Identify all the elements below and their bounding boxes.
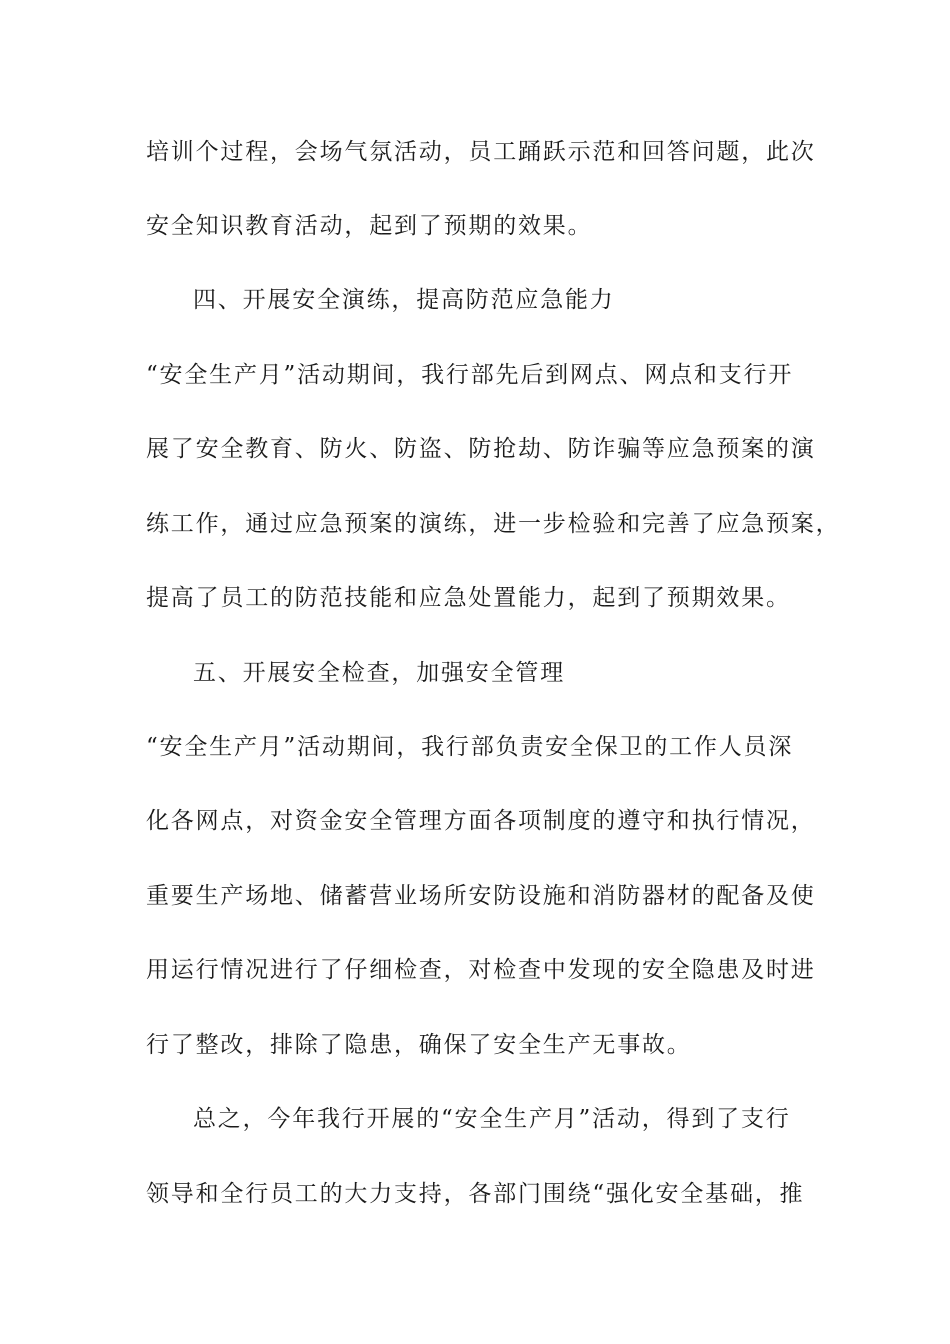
paragraph-line-2: 安全知识教育活动，起到了预期的效果。: [146, 213, 593, 239]
paragraph-line-9: 重要生产场地、储蓄营业场所安防设施和消防器材的配备及使: [146, 883, 816, 909]
section-heading-4: 四、开展安全演练，提高防范应急能力: [193, 287, 615, 313]
paragraph-line-10: 用运行情况进行了仔细检查，对检查中发现的安全隐患及时进: [146, 957, 816, 983]
paragraph-line-8: 化各网点，对资金安全管理方面各项制度的遵守和执行情况，: [146, 808, 816, 834]
paragraph-line-4: 展了安全教育、防火、防盗、防抢劫、防诈骗等应急预案的演: [146, 436, 816, 462]
paragraph-line-7: “安全生产月”活动期间，我行部负责安全保卫的工作人员深: [146, 734, 794, 760]
paragraph-line-12: 总之，今年我行开展的“安全生产月”活动，得到了支行: [193, 1106, 791, 1132]
paragraph-line-5: 练工作，通过应急预案的演练，进一步检验和完善了应急预案，: [146, 511, 841, 537]
paragraph-line-13: 领导和全行员工的大力支持，各部门围绕“强化安全基础，推: [146, 1181, 805, 1207]
section-heading-5: 五、开展安全检查，加强安全管理: [193, 660, 565, 686]
paragraph-line-6: 提高了员工的防范技能和应急处置能力，起到了预期效果。: [146, 585, 791, 611]
paragraph-line-11: 行了整改，排除了隐患，确保了安全生产无事故。: [146, 1032, 692, 1058]
paragraph-line-3: “安全生产月”活动期间，我行部先后到网点、网点和支行开: [146, 362, 794, 388]
paragraph-line-1: 培训个过程，会场气氛活动，员工踊跃示范和回答问题，此次: [146, 139, 816, 165]
